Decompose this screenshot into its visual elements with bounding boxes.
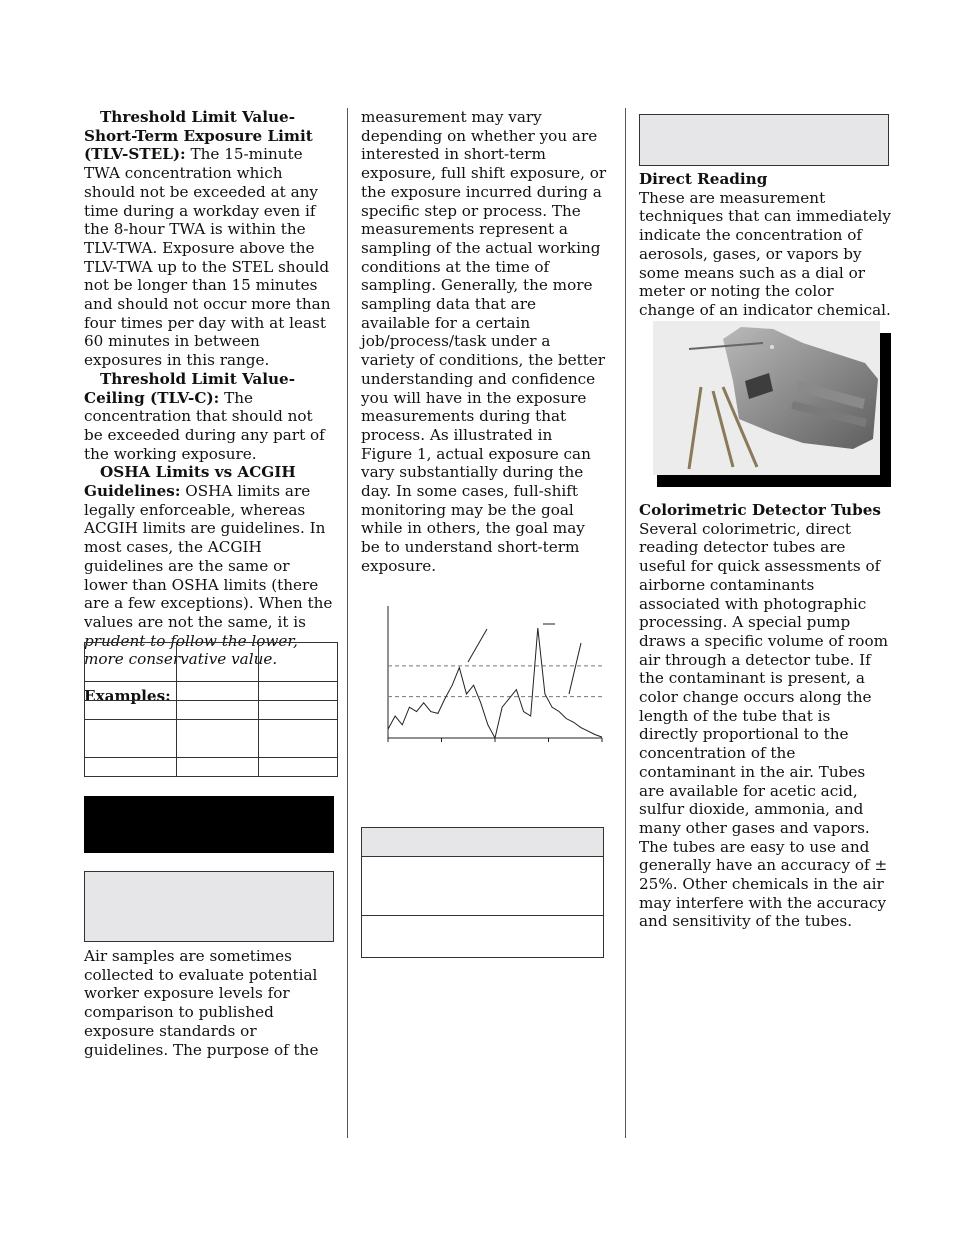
stel-title: Threshold Limit Value-Short-Term Exposure Limit (TLV-STEL): [84,108,313,164]
ceiling-body: The concentration that should not be exceeded during any part of the working exposure. [84,388,325,463]
caption-box-middle [362,857,603,916]
table-cell [85,701,177,720]
table-cell [177,701,259,720]
table-cell [85,758,177,777]
detector-pump-illustration [653,321,880,475]
air-samples-paragraph: Air samples are sometimes collected to evaluate potential worker exposure levels for comparison to published exposure standards or guidelines. The purpose of the [84,947,319,1059]
column-3 [639,170,891,320]
osha-body: OSHA limits are legally enforceable, whereas ACGIH limits are guidelines. In most cases, the ACGIH guidelines are the same or lower than OSHA limits (there are a few exceptions). When the values are not the same, it is [84,482,333,631]
table-row [85,720,338,758]
gray-callout-box [84,871,334,942]
detector-tube-photo [653,321,880,475]
examples-label: Examples: [84,687,171,706]
annotation-leader-2 [569,643,581,694]
gray-header-box [639,114,889,166]
direct-reading-body: These are measurement techniques that can immediately indicate the concentration of aerosols, gases, or vapors by some means such as a dial or meter or noting the color change of an indicator chemical. [639,188,891,319]
table-cell [85,643,177,682]
colorimetric-paragraph [639,501,891,931]
figure-caption-box [361,827,604,958]
osha-paragraph [84,463,334,669]
table-cell [177,720,259,758]
column-2 [361,108,608,576]
table-row [85,758,338,777]
colorimetric-title: Colorimetric Detector Tubes [639,501,881,519]
table-cell [177,758,259,777]
black-heading-box [84,796,334,853]
column-divider-2 [625,108,626,1138]
column-divider-1 [347,108,348,1138]
ceiling-paragraph [84,370,334,464]
table-cell [259,682,338,701]
annotation-leader-1 [468,629,487,662]
table-cell [85,682,177,701]
table-row [85,682,338,701]
table-cell [177,643,259,682]
colorimetric-body: Several colorimetric, direct reading detector tubes are useful for quick assessments of airborne contaminants associated with photographic processing. A special pump draws a specific volume of room air through a detector tube. If the contaminant is present, a color change occurs along the length of the tube that is directly proportional to the concentration of the contaminant in the air. Tubes are available for acetic acid, sulfur dioxide, ammonia, and many other gases and vapors. The tubes are easy to use and generally have an accuracy of ± 25%. Other chemicals in the air may interfere with the accuracy and sensitivity of the tubes. [639,519,888,931]
table-row [85,643,338,682]
table-cell [85,720,177,758]
stel-paragraph [84,108,334,370]
air-samples-block [84,947,334,1059]
table-cell [259,758,338,777]
osha-title: OSHA Limits vs ACGIH Guidelines: [84,463,296,501]
table-row [85,701,338,720]
colorimetric-block [639,501,891,931]
exposure-series-line [388,628,602,738]
ceiling-title: Threshold Limit Value-Ceiling (TLV-C): [84,369,296,407]
direct-reading-title: Direct Reading [639,170,768,188]
column-1 [84,108,334,706]
sampling-paragraph: measurement may vary depending on whether you are interested in short-term exposure, full shift exposure, or the exposure incurred during a specific step or process. The measurements represent a sampling of the actual working conditions at the time of sampling. Generally, the more sampling data that are available for a certain job/process/task under a variety of conditions, the better understanding and confidence you will have in the exposure measurements during that process. As illustrated in Figure 1, actual exposure can vary substantially during the day. In some cases, full-shift monitoring may be the goal while in others, the goal may be to understand short-term exposure. [361,108,607,575]
examples-table [84,642,338,777]
exposure-chart [380,598,610,748]
osha-italic: prudent to follow the lower, more conservative value. [84,631,298,669]
table-cell [177,682,259,701]
table-cell [259,643,338,682]
table-cell [259,701,338,720]
stel-body: The 15-minute TWA concentration which should not be exceeded at any time during a workday even if the 8-hour TWA is within the TLV-TWA. Exposure above the TLV-TWA up to the STEL should not be longer than 15 minutes and should not occur more than four times per day with at least 60 minutes in between exposures in this range. [84,145,331,370]
table-cell [259,720,338,758]
caption-box-header [362,828,603,857]
direct-reading-paragraph [639,170,891,320]
